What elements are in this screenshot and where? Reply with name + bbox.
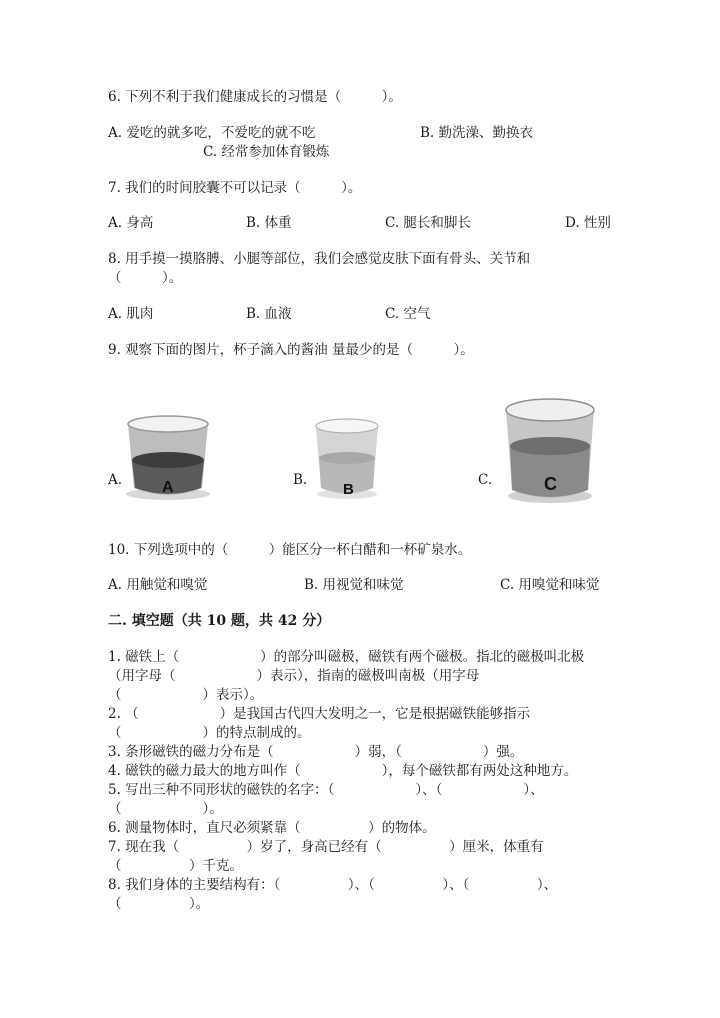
fill-line-6: 3. 条形磁铁的磁力分布是（ ）弱，（ ）强。 bbox=[108, 744, 524, 760]
cup-c-image bbox=[500, 390, 600, 506]
cup-c-letter: C bbox=[544, 474, 557, 494]
fill-line-12: （ ）千克。 bbox=[108, 858, 243, 874]
q9-label-a: A. bbox=[108, 472, 123, 488]
q7-option-d: D. 性别 bbox=[565, 215, 611, 231]
q9-label-c: C. bbox=[478, 472, 493, 488]
cup-a-image bbox=[118, 410, 218, 502]
q8-option-a: A. 肌肉 bbox=[108, 306, 154, 322]
section-title: 二. 填空题（共 10 题，共 42 分） bbox=[108, 613, 331, 629]
q9-stem: 9. 观察下面的图片，杯子滴入的酱油 量最少的是（ ）。 bbox=[108, 342, 474, 358]
fill-line-2: （用字母（ ）表示），指南的磁极叫南极（用字母 bbox=[108, 668, 480, 684]
q7-option-c: C. 腿长和脚长 bbox=[385, 215, 471, 231]
fill-line-4: 2. （ ）是我国古代四大发明之一，它是根据磁铁能够指示 bbox=[108, 706, 531, 722]
fill-line-9: （ ）。 bbox=[108, 801, 223, 817]
cup-b-image bbox=[310, 414, 384, 502]
fill-line-13: 8. 我们身体的主要结构有：（ ）、（ ）、（ ）、 bbox=[108, 877, 558, 893]
fill-line-5: （ ）的特点制成的。 bbox=[108, 725, 311, 741]
fill-line-11: 7. 现在我（ ）岁了，身高已经有（ ）厘米，体重有 bbox=[108, 839, 544, 855]
q7-option-b: B. 体重 bbox=[246, 215, 292, 231]
q7-stem: 7. 我们的时间胶囊不可以记录（ ）。 bbox=[108, 180, 362, 196]
q10-stem: 10. 下列选项中的（ ）能区分一杯白醋和一杯矿泉水。 bbox=[108, 542, 472, 558]
q6-option-a: A. 爱吃的就多吃，不爱吃的就不吃 bbox=[108, 125, 316, 141]
q10-option-a: A. 用触觉和嗅觉 bbox=[108, 577, 208, 593]
fill-line-8: 5. 写出三种不同形状的磁铁的名字：（ ）、（ ）、 bbox=[108, 782, 544, 798]
q9-label-b: B. bbox=[293, 472, 308, 488]
q8-stem-line1: 8. 用手摸一摸胳膊、小腿等部位，我们会感觉皮肤下面有骨头、关节和 bbox=[108, 251, 531, 267]
q7-option-a: A. 身高 bbox=[108, 215, 154, 231]
q10-option-c: C. 用嗅觉和味觉 bbox=[500, 577, 600, 593]
q6-option-b: B. 勤洗澡、勤换衣 bbox=[420, 125, 534, 141]
q8-option-c: C. 空气 bbox=[385, 306, 431, 322]
fill-line-14: （ ）。 bbox=[108, 896, 210, 912]
fill-line-7: 4. 磁铁的磁力最大的地方叫作（ ），每个磁铁都有两处这种地方。 bbox=[108, 763, 578, 779]
q8-stem-line2: （ ）。 bbox=[108, 270, 183, 286]
fill-line-3: （ ）表示）。 bbox=[108, 687, 264, 703]
q6-option-c: C. 经常参加体育锻炼 bbox=[203, 144, 330, 160]
q10-option-b: B. 用视觉和味觉 bbox=[304, 577, 404, 593]
fill-line-1: 1. 磁铁上（ ）的部分叫磁极，磁铁有两个磁极。指北的磁极叫北极 bbox=[108, 649, 585, 665]
q8-option-b: B. 血液 bbox=[246, 306, 292, 322]
cup-a-letter: A bbox=[162, 479, 174, 496]
fill-line-10: 6. 测量物体时，直尺必须紧靠（ ）的物体。 bbox=[108, 820, 436, 836]
cup-b-letter: B bbox=[343, 481, 354, 498]
q6-stem: 6. 下列不利于我们健康成长的习惯是（ ）。 bbox=[108, 89, 402, 105]
